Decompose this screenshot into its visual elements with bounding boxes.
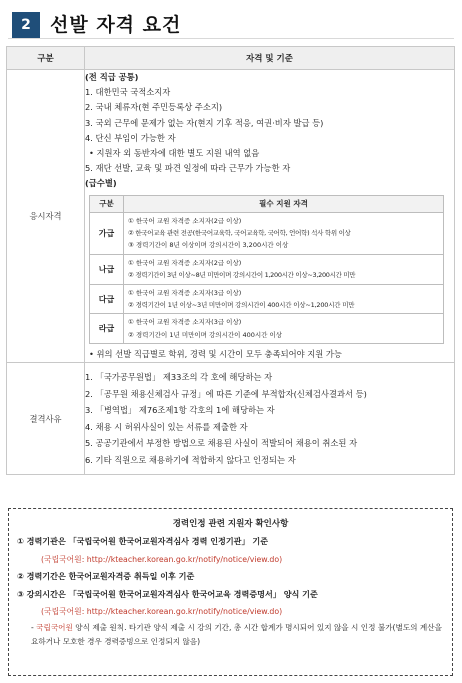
header-category: 구분 — [7, 47, 85, 70]
disqualification-item: 5. 공공기관에서 부정한 방법으로 채용된 사실이 적발되어 채용이 취소된 자 — [85, 438, 358, 449]
confirmation-item-2: ② 경력기간은 한국어교원자격증 취득일 이후 기준 — [17, 571, 195, 581]
req-item: ③ 경력기간이 8년 이상이며 강의시간이 3,200시간 이상 — [128, 241, 289, 250]
common-item: 1. 대한민국 국적소지자 — [85, 87, 171, 98]
grade-reqs — [124, 254, 444, 284]
grade-heading: (급수별) — [85, 178, 117, 189]
grade-row — [90, 212, 444, 254]
req-item: ② 한국어교육 관련 전공(한국어교육학, 국어교육학, 국어학, 언어학) 석사 학위 이상 — [128, 229, 351, 238]
common-item: 3. 국외 근무에 문제가 없는 자(현지 기후 적응, 여권·비자 발급 등) — [85, 117, 324, 128]
section-title: 선발 자격 요건 — [50, 14, 182, 36]
eligibility-category: 응시자격 — [7, 70, 85, 363]
section-number-badge: 2 — [12, 12, 40, 38]
grade-reqs — [124, 314, 444, 344]
grade-table-header — [90, 195, 444, 212]
confirmation-box — [8, 508, 453, 676]
grade-row — [90, 314, 444, 344]
confirmation-link-1[interactable]: (국립국어원: http://kteacher.korean.go.kr/notify/notice/view.do) — [41, 554, 283, 564]
disqualification-category: 결격사유 — [7, 363, 85, 475]
req-item: ① 한국어 교원 자격증 소지자(3급 이상) — [128, 288, 242, 297]
disqualification-item: 3. 「병역법」 제76조제1항 각호의 1에 해당하는 자 — [85, 405, 275, 416]
reqs-header: 필수 지원 자격 — [124, 195, 444, 212]
grade-reqs — [124, 284, 444, 314]
confirmation-note — [17, 621, 446, 650]
confirmation-link-3[interactable]: (국립국어원: http://kteacher.korean.go.kr/notify/notice/view.do) — [41, 607, 283, 616]
common-item: 4. 단신 부임이 가능한 자 — [85, 132, 176, 143]
confirmation-item-1: ① 경력기관은 「국립국어원 한국어교원자격심사 경력 인정기관」 기준 — [17, 536, 269, 546]
disqualification-item: 1. 「국가공무원법」 제33조의 각 호에 해당하는 자 — [85, 372, 273, 383]
req-item: ② 경력기간이 3년 이상~8년 미만이며 강의시간이 1,200시간 이상~3,200시간 미만 — [128, 271, 356, 280]
disqualification-content — [85, 363, 455, 475]
eligibility-row — [7, 70, 455, 363]
common-heading: (전 직급 공통) — [85, 72, 139, 82]
req-item: ① 한국어 교원 자격증 소지자(3급 이상) — [128, 318, 242, 327]
grade-label: 나급 — [90, 254, 124, 284]
grade-label: 가급 — [90, 212, 124, 254]
grade-reqs — [124, 212, 444, 254]
disqualification-row — [7, 363, 455, 475]
common-item-note: • 지원자 외 동반자에 대한 별도 지원 내역 없음 — [89, 148, 260, 159]
grade-row — [90, 254, 444, 284]
eligibility-content — [85, 70, 455, 363]
confirmation-items — [9, 529, 452, 650]
grade-row — [90, 284, 444, 314]
grade-header: 구분 — [90, 195, 124, 212]
note-prefix: - — [31, 622, 37, 632]
common-item: 5. 재단 선발, 교육 및 파견 일정에 따라 근무가 가능한 자 — [85, 163, 291, 174]
req-item: ① 한국어 교원 자격증 소지자(2급 이상) — [128, 216, 242, 225]
grade-footnote: • 위의 선발 직급별로 학위, 경력 및 시간이 모두 충족되어야 지원 가능 — [89, 349, 342, 360]
note-org-name: 국립국어원 — [36, 622, 73, 632]
disqualification-item: 4. 채용 시 허위사실이 있는 서류를 제출한 자 — [85, 421, 248, 432]
req-item: ② 경력기간이 1년 미만이며 강의시간이 400시간 이상 — [128, 330, 283, 339]
header-criteria: 자격 및 기준 — [85, 47, 455, 70]
req-item: ① 한국어 교원 자격증 소지자(2급 이상) — [128, 258, 242, 267]
confirmation-title: 경력인정 관련 지원자 확인사항 — [172, 519, 289, 529]
disqualification-item: 2. 「공무원 채용신체검사 규정」에 따른 기준에 부적합자(신체검사결과서 등) — [85, 388, 367, 399]
disqualification-item: 6. 기타 직원으로 채용하기에 적합하지 않다고 인정되는 자 — [85, 454, 296, 465]
note-text: 양식 제출 원칙. 타기관 양식 제출 시 강의 기간, 총 시간 합계가 명시되어 있지 않을 시 인정 불가(별도의 계산을 요하거나 모호한 경우 경력증빙으로 인정되지 않음) — [31, 622, 442, 646]
confirmation-item-3: ③ 강의시간은 「국립국어원 한국어교원자격심사 한국어교육 경력증명서」 양식 기준 — [17, 588, 318, 599]
requirements-table — [6, 46, 455, 475]
grade-table — [89, 195, 444, 345]
common-item: 2. 국내 체류자(현 주민등록상 주소지) — [85, 102, 223, 113]
section-header — [8, 6, 454, 39]
req-item: ② 경력기간이 1년 이상~3년 미만이며 강의시간이 400시간 이상~1,200시간 미만 — [128, 301, 355, 310]
table-header-row — [7, 47, 455, 70]
grade-label: 라급 — [90, 314, 124, 344]
grade-label: 다급 — [90, 284, 124, 314]
